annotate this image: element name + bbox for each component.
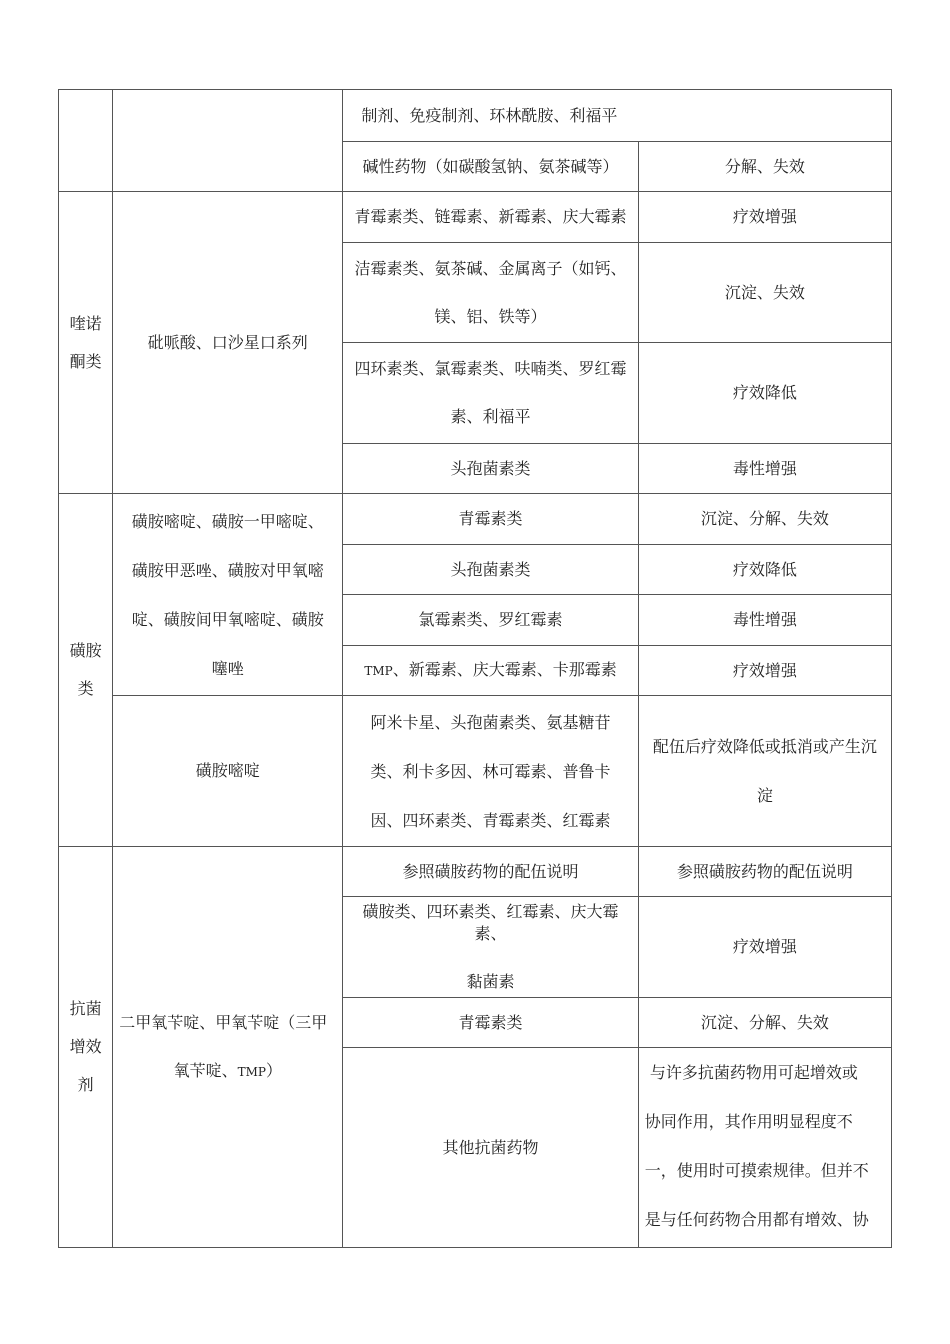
result-cell: 沉淀、分解、失效 — [638, 998, 891, 1048]
combined-drug-cell: 青霉素类 — [343, 494, 638, 545]
result-cell: 疗效增强 — [638, 897, 891, 998]
table-row — [59, 90, 892, 142]
table-row — [59, 494, 892, 545]
combined-drug-cell: 洁霉素类、氨茶碱、金属离子（如钙、 镁、铝、铁等） — [343, 243, 638, 343]
category-synergist: 抗菌 增效 剂 — [59, 847, 113, 1248]
result-cell: 沉淀、分解、失效 — [638, 494, 891, 545]
result-cell: 参照磺胺药物的配伍说明 — [638, 847, 891, 897]
result-cell: 沉淀、失效 — [638, 243, 891, 343]
combined-drug-cell: 青霉素类、链霉素、新霉素、庆大霉素 — [343, 192, 638, 243]
combined-drug-cell: 氯霉素类、罗红霉素 — [343, 595, 638, 646]
result-cell: 疗效降低 — [638, 343, 891, 444]
result-cell: 分解、失效 — [638, 142, 891, 192]
combined-drug-cell: 磺胺类、四环素类、红霉素、庆大霉素、 黏菌素 — [343, 897, 638, 998]
combined-drug-cell: 其他抗菌药物 — [343, 1048, 638, 1248]
combined-drug-cell: 碱性药物（如碳酸氢钠、氨茶碱等） — [343, 142, 638, 192]
drug-compatibility-table — [58, 89, 892, 1248]
result-cell: 毒性增强 — [638, 444, 891, 494]
combined-drug-cell: 头孢菌素类 — [343, 545, 638, 595]
drug-synergist: 二甲氧苄啶、甲氧苄啶（三甲 氧苄啶、TMP） — [113, 847, 343, 1248]
table-row — [59, 847, 892, 897]
combined-drug-cell: TMP、新霉素、庆大霉素、卡那霉素 — [343, 646, 638, 696]
combined-drug-cell: 制剂、免疫制剂、环林酰胺、利福平 — [343, 90, 892, 142]
combined-drug-cell: 参照磺胺药物的配伍说明 — [343, 847, 638, 897]
result-cell: 配伍后疗效降低或抵消或产生沉 淀 — [638, 696, 891, 847]
result-cell: 疗效增强 — [638, 192, 891, 243]
combined-drug-cell: 头孢菌素类 — [343, 444, 638, 494]
result-cell: 疗效降低 — [638, 545, 891, 595]
result-cell: 疗效增强 — [638, 646, 891, 696]
category-sulfonamide: 磺胺 类 — [59, 494, 113, 847]
result-cell: 毒性增强 — [638, 595, 891, 646]
drug-sulfonamide: 磺胺嘧啶、磺胺一甲嘧啶、 磺胺甲恶唑、磺胺对甲氧嘧 啶、磺胺间甲氧嘧啶、磺胺 噻唑 — [113, 494, 343, 696]
result-cell: 与许多抗菌药物用可起增效或 协同作用，其作用明显程度不 一，使用时可摸索规律。但并不 是与任何药物合用都有增效、协 — [638, 1048, 891, 1248]
combined-drug-cell: 阿米卡星、头孢菌素类、氨基糖苷 类、利卡多因、林可霉素、普鲁卡 因、四环素类、青霉素类、红霉素 — [343, 696, 638, 847]
category-quinolone: 喹诺 酮类 — [59, 192, 113, 494]
drug-sulfadiazine: 磺胺嘧啶 — [113, 696, 343, 847]
combined-drug-cell: 青霉素类 — [343, 998, 638, 1048]
drug-cell — [113, 90, 343, 192]
category-cell — [59, 90, 113, 192]
table-row — [59, 696, 892, 847]
table-row — [59, 192, 892, 243]
drug-quinolone: 砒哌酸、口沙星口系列 — [113, 192, 343, 494]
combined-drug-cell: 四环素类、氯霉素类、呋喃类、罗红霉 素、利福平 — [343, 343, 638, 444]
